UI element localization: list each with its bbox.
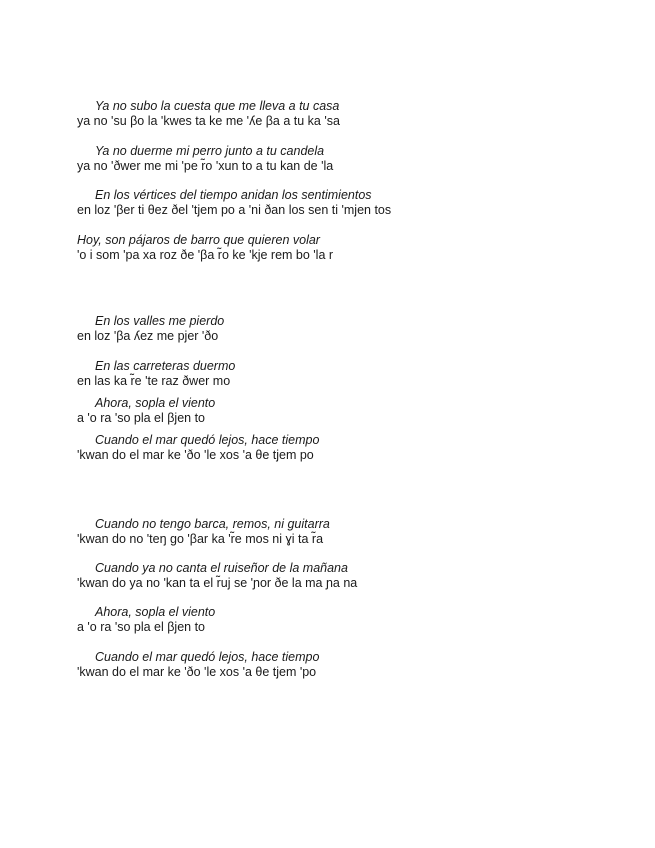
verse	[77, 561, 637, 591]
verse	[77, 233, 637, 263]
verse	[77, 605, 637, 635]
verse	[77, 517, 637, 547]
verse	[77, 314, 637, 344]
verse	[77, 396, 637, 426]
spanish-line: En las carreteras duermo	[95, 359, 236, 373]
verse	[77, 99, 637, 129]
spanish-line: Ya no duerme mi perro junto a tu candela	[95, 144, 325, 158]
ipa-transcription: en las ka r̃e 'te raz ðwer mo	[77, 374, 231, 388]
ipa-transcription: 'kwan do no 'teŋ go 'βar ka 'r̃e mos ni ɣi ta r̃a	[77, 532, 324, 546]
verse	[77, 433, 637, 463]
spanish-line: Ahora, sopla el viento	[95, 396, 216, 410]
ipa-transcription: 'o i som 'pa xa roz ðe 'βa r̃o ke 'kje rem bo 'la r	[77, 248, 334, 262]
spanish-line: Ya no subo la cuesta que me lleva a tu casa	[95, 99, 340, 113]
verse	[77, 650, 637, 680]
spanish-line: Cuando el mar quedó lejos, hace tiempo	[95, 433, 320, 447]
ipa-transcription: 'kwan do el mar ke 'ðo 'le xos 'a θe tjem 'po	[77, 665, 317, 679]
ipa-transcription: 'kwan do el mar ke 'ðo 'le xos 'a θe tjem po	[77, 448, 314, 462]
spanish-line: Ahora, sopla el viento	[95, 605, 216, 619]
ipa-transcription: en loz 'βer ti θez ðel 'tjem po a 'ni ðan los sen ti 'mjen tos	[77, 203, 392, 217]
spanish-line: En los valles me pierdo	[95, 314, 225, 328]
spanish-line: Cuando ya no canta el ruiseñor de la mañana	[95, 561, 348, 575]
verse	[77, 144, 637, 174]
ipa-transcription: en loz 'βa ʎez me pjer 'ðo	[77, 329, 219, 343]
ipa-transcription: 'kwan do ya no 'kan ta el r̃uj se 'ɲor ðe la ma ɲa na	[77, 576, 358, 590]
spanish-line: Hoy, son pájaros de barro que quieren volar	[77, 233, 320, 247]
verse	[77, 188, 637, 218]
ipa-transcription: ya no 'su βo la 'kwes ta ke me 'ʎe βa a tu ka 'sa	[77, 114, 340, 128]
verse	[77, 359, 637, 389]
spanish-line: Cuando el mar quedó lejos, hace tiempo	[95, 650, 320, 664]
ipa-transcription: a 'o ra 'so pla el βjen to	[77, 620, 206, 634]
spanish-line: Cuando no tengo barca, remos, ni guitarra	[95, 517, 330, 531]
spanish-line: En los vértices del tiempo anidan los sentimientos	[95, 188, 372, 202]
ipa-transcription: ya no 'ðwer me mi 'pe r̃o 'xun to a tu kan de 'la	[77, 159, 334, 173]
ipa-transcription: a 'o ra 'so pla el βjen to	[77, 411, 206, 425]
